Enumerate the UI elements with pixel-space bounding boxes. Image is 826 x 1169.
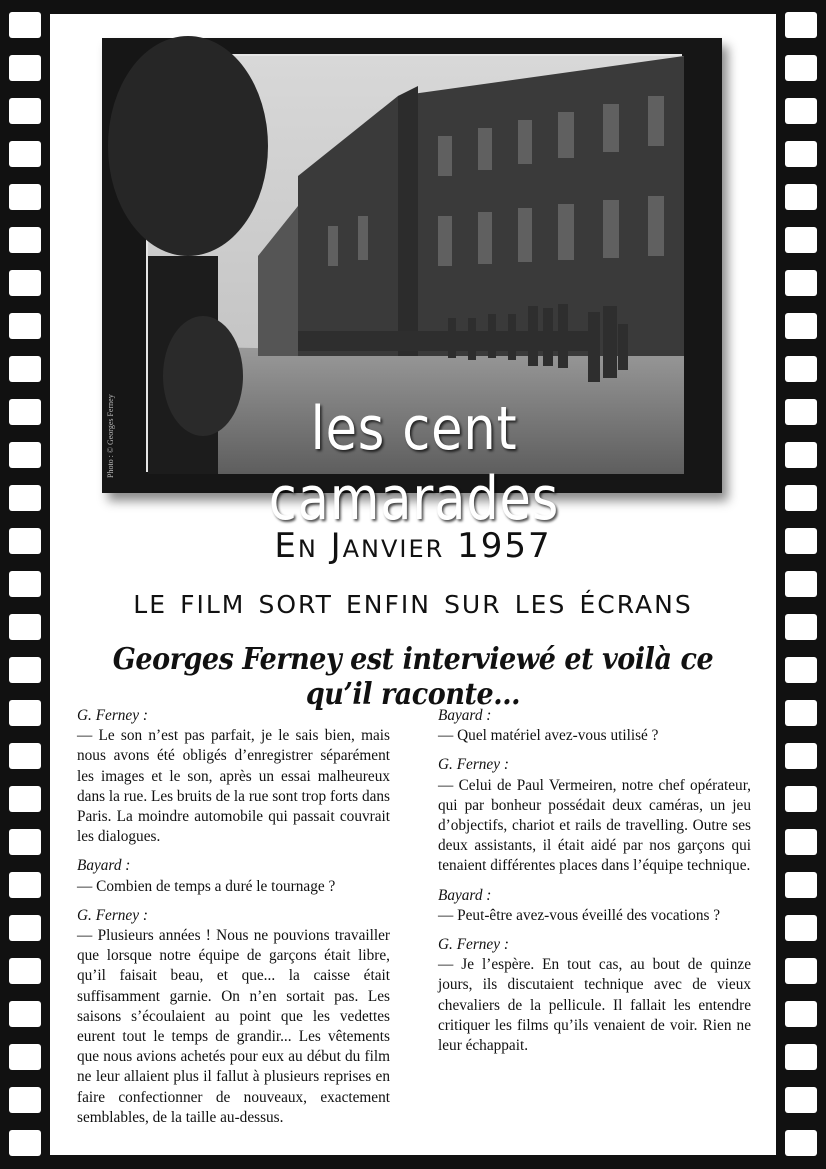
sprocket-hole [785, 786, 817, 812]
sprocket-hole [9, 829, 41, 855]
heading-date: En Janvier 1957 [274, 526, 552, 566]
interview-exchange [77, 706, 390, 847]
poster-page [50, 14, 776, 1155]
speaker-label: G. Ferney : [77, 707, 148, 724]
film-strip-left [0, 0, 50, 1169]
speaker-text: — Le son n’est pas parfait, je le sais bien, mais nous avons été obligés d’enregistrer séparément les images et le son, après un essai malheureux dans la rue. Les bruits de la rue sont trop forts dans Paris. La moindre automobile qui passait couvrait les dialogues. [77, 727, 390, 846]
sprocket-hole [9, 614, 41, 640]
sprocket-hole [785, 1044, 817, 1070]
sprocket-hole [785, 657, 817, 683]
sprocket-hole [785, 872, 817, 898]
sprocket-hole [9, 55, 41, 81]
heading-release: le film sort enfin sur les écrans [133, 582, 693, 622]
sprocket-hole [9, 528, 41, 554]
interview-exchange [77, 906, 390, 1128]
speaker-label: Bayard : [438, 707, 492, 724]
sprocket-hole [785, 915, 817, 941]
speaker-text: — Celui de Paul Vermeiren, notre chef opérateur, qui par bonheur possédait deux caméras, un jeu d’objectifs, chariot et rails de travelling. Outre ses deux assistants, il était aidé par nos garçons qui tenaient différentes places dans l’équipe technique. [438, 776, 751, 875]
film-strip-right [776, 0, 826, 1169]
speaker-label: Bayard : [77, 857, 131, 875]
sprocket-hole [9, 786, 41, 812]
interview-exchange [77, 856, 390, 896]
film-still-photo [146, 54, 682, 534]
sprocket-hole [785, 743, 817, 769]
speaker-label: G. Ferney : [77, 906, 148, 924]
sprocket-hole [785, 12, 817, 38]
sprocket-hole [785, 571, 817, 597]
sprocket-hole [785, 141, 817, 167]
sprocket-hole [9, 657, 41, 683]
photo-frame [102, 38, 722, 534]
sprocket-hole [785, 528, 817, 554]
interview-exchange [438, 755, 751, 876]
sprocket-hole [785, 1001, 817, 1027]
interview-exchange [438, 706, 751, 746]
sprocket-hole [9, 12, 41, 38]
sprocket-hole [9, 399, 41, 425]
speaker-text: — Je l’espère. En tout cas, au bout de quinze jours, ils discutaient technique avec de vieux chevaliers de la pellicule. Il fallait les entendre critiquer les films qu’ils venaient de voir. Rien ne leur échappait. [438, 956, 751, 1055]
interview-exchange [438, 886, 751, 926]
sprocket-hole [9, 743, 41, 769]
sprocket-hole [785, 614, 817, 640]
sprocket-hole [785, 485, 817, 511]
sprocket-hole [785, 399, 817, 425]
sprocket-hole [9, 571, 41, 597]
sprocket-hole [9, 1130, 41, 1156]
sprocket-hole [9, 270, 41, 296]
sprocket-hole [9, 958, 41, 984]
sprocket-hole [9, 485, 41, 511]
sprocket-hole [785, 1130, 817, 1156]
sprocket-hole [785, 98, 817, 124]
sprocket-hole [9, 1087, 41, 1113]
sprocket-hole [785, 313, 817, 339]
sprocket-hole [9, 141, 41, 167]
sprocket-hole [9, 313, 41, 339]
sprocket-hole [785, 700, 817, 726]
sprocket-hole [9, 700, 41, 726]
sprocket-hole [9, 1044, 41, 1070]
sprocket-hole [785, 442, 817, 468]
sprocket-hole [785, 958, 817, 984]
sprocket-hole [785, 829, 817, 855]
sprocket-hole [9, 1001, 41, 1027]
interview-column-right [438, 706, 751, 1065]
sprocket-hole [9, 872, 41, 898]
sprocket-hole [785, 270, 817, 296]
sprocket-hole [785, 356, 817, 382]
photo-credit: Photo : © Georges Ferney [106, 394, 115, 478]
sprocket-hole [785, 55, 817, 81]
speaker-text: — Plusieurs années ! Nous ne pouvions travailler que lorsque notre équipe de garçons était libre, qu’il faisait beau, et que... la caisse était suffisamment garnie. On n’en sortait pas. Les saisons s’écoulaient au point que les vedettes eurent tout le temps de grandir... Les vêtements que nous avions achetés pour eux au début du film ne leur allaient plus il fallut à plusieurs reprises en faire confectionner de nouveaux, exactement semblables, de la taille au-dessus. [77, 927, 390, 1126]
interview-column-left [77, 706, 390, 1137]
sprocket-hole [9, 227, 41, 253]
speaker-text: — Quel matériel avez-vous utilisé ? [438, 727, 659, 745]
sprocket-hole [785, 227, 817, 253]
sprocket-hole [785, 184, 817, 210]
speaker-label: G. Ferney : [438, 756, 509, 774]
sprocket-hole [9, 356, 41, 382]
sprocket-hole [9, 442, 41, 468]
speaker-text: — Peut-être avez-vous éveillé des vocations ? [438, 906, 721, 924]
speaker-text: — Combien de temps a duré le tournage ? [77, 877, 336, 895]
interview-subheading: Georges Ferney est interviewé et voilà ce qu’il raconte... [112, 642, 714, 712]
interview-exchange [438, 935, 751, 1056]
photo-title: les cent camarades [268, 394, 560, 534]
sprocket-hole [9, 915, 41, 941]
sprocket-hole [9, 98, 41, 124]
sprocket-hole [9, 184, 41, 210]
speaker-label: Bayard : [438, 886, 492, 904]
sprocket-hole [785, 1087, 817, 1113]
speaker-label: G. Ferney : [438, 936, 509, 954]
